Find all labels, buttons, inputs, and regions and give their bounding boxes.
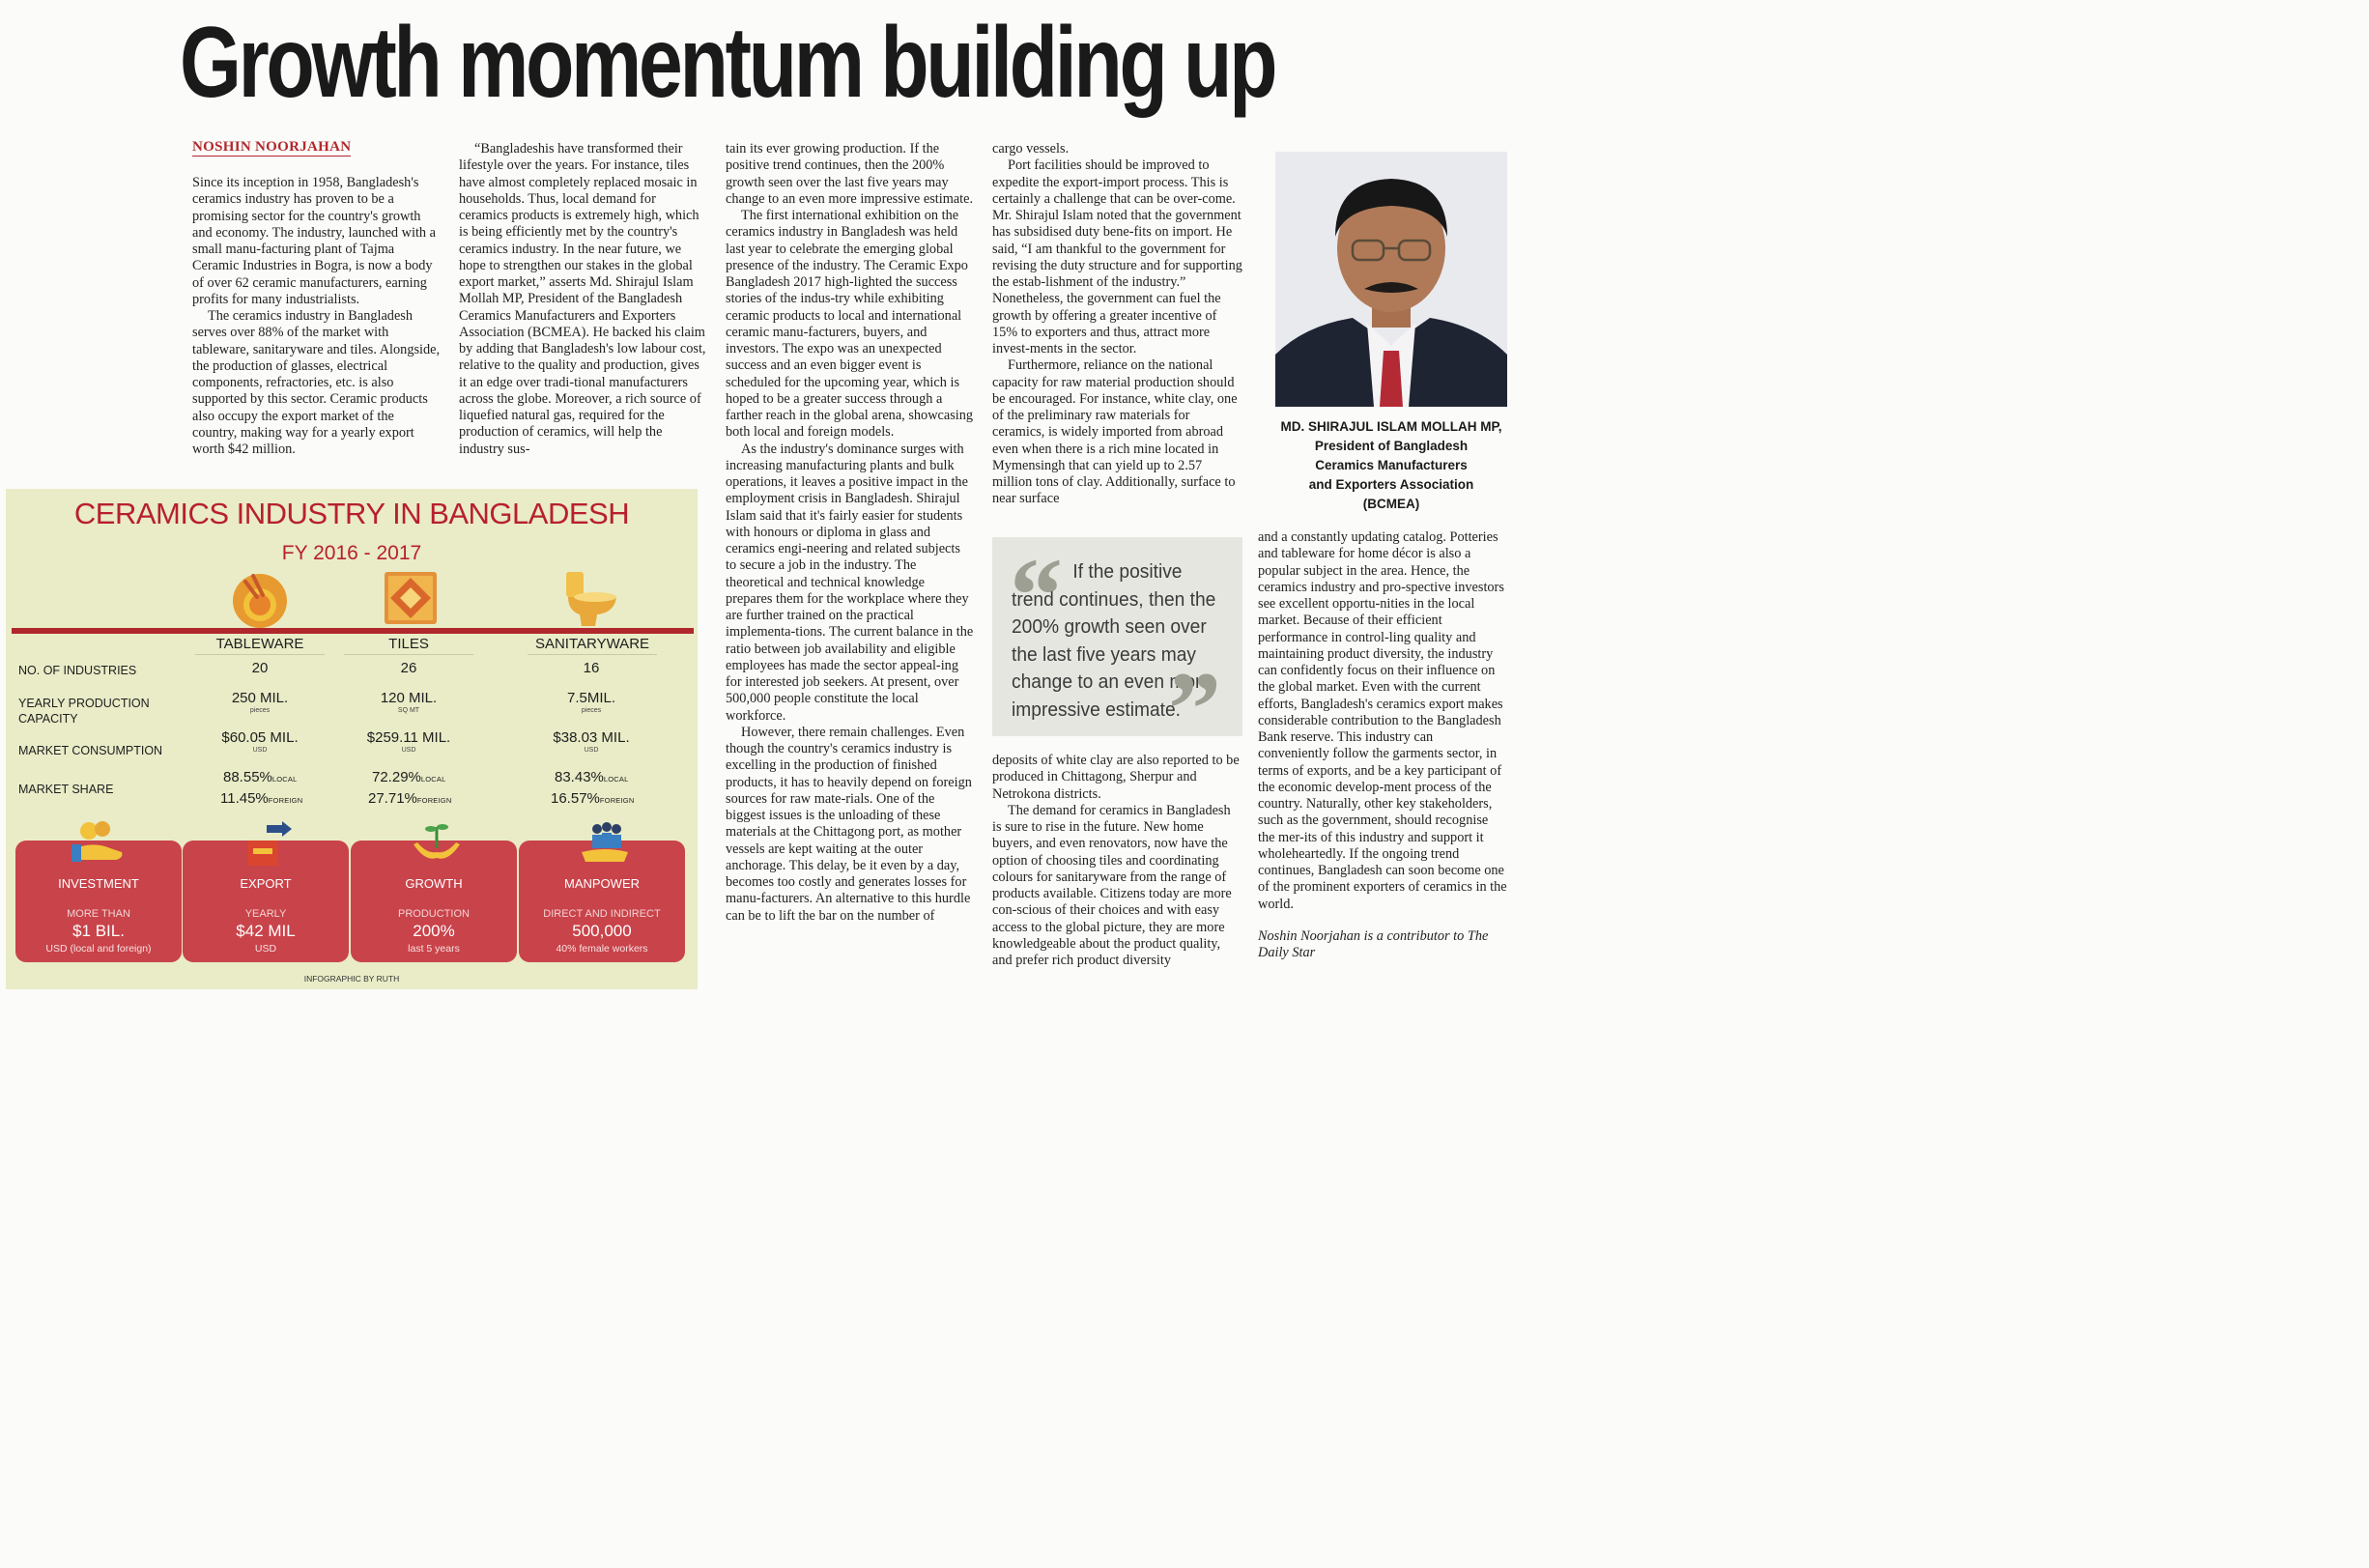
tiles-industries: 26 (400, 660, 417, 676)
share-label: FOREIGN (599, 796, 635, 805)
card-note: 40% female workers (556, 943, 648, 955)
contributor-note: Noshin Noorjahan is a contributor to The Daily Star (1258, 927, 1489, 960)
article-column-5 (1258, 529, 1507, 961)
tableware-capacity: 250 MIL. (231, 690, 289, 706)
card-title: INVESTMENT (58, 876, 139, 891)
sanitaryware-industries: 16 (583, 660, 600, 676)
row-label-share: MARKET SHARE (18, 783, 114, 796)
card-subtitle: PRODUCTION (398, 908, 470, 920)
share-label: LOCAL (603, 775, 629, 784)
share-value: 16.57% (551, 790, 600, 807)
card-title: MANPOWER (564, 876, 640, 891)
paragraph: The ceramics industry in Bangladesh serves over 88% of the market with tableware, sanitaryware and tiles. Alongside, the production of glasses, electrical components, refractories, etc. is also supported by this sector. Ceramic products also occupy the export market of the country, making way for a yearly export worth $42 million. (192, 308, 441, 457)
row-label-capacity-2: CAPACITY (18, 712, 78, 726)
sanitaryware-share-local (555, 769, 699, 785)
pull-quote-text: If the positive trend continues, then the 200% growth seen over the last five years may change to an even more impressive estimate. (1012, 561, 1216, 721)
tiles-share-foreign (368, 790, 513, 807)
caption-line: President of Bangladesh (1314, 439, 1469, 453)
paragraph: cargo vessels. (992, 141, 1070, 157)
portrait-illustration (1275, 152, 1507, 407)
share-label: LOCAL (420, 775, 446, 784)
caption-line: and Exporters Association (1308, 477, 1474, 492)
card-title: EXPORT (240, 876, 292, 891)
tableware-share-local (223, 769, 368, 785)
row-label-consumption: MARKET CONSUMPTION (18, 744, 163, 757)
sanitaryware-share-foreign (551, 790, 696, 807)
tiles-capacity-unit: SQ MT (397, 707, 420, 714)
caption-name: MD. SHIRAJUL ISLAM MOLLAH MP, (1280, 419, 1502, 434)
card-value: $1 BIL. (72, 922, 125, 940)
share-label: LOCAL (271, 775, 298, 784)
sanitaryware-capacity: 7.5MIL. (566, 690, 616, 706)
photo-caption (1275, 417, 1507, 514)
row-label-capacity: YEARLY PRODUCTION (18, 697, 150, 710)
category-tiles: TILES (344, 636, 473, 655)
share-value: 72.29% (372, 769, 421, 785)
tiles-icon (379, 568, 442, 628)
tableware-consumption: $60.05 MIL. (221, 729, 299, 746)
manpower-people-icon (576, 819, 634, 871)
card-note: last 5 years (408, 943, 460, 955)
tableware-capacity-unit: pieces (249, 707, 271, 714)
open-quote-icon: “ (1010, 536, 1063, 654)
card-value: 200% (413, 922, 455, 940)
card-value: 500,000 (572, 922, 632, 940)
tiles-capacity: 120 MIL. (380, 690, 438, 706)
card-note: USD (254, 943, 277, 955)
category-sanitaryware: SANITARYWARE (528, 636, 657, 655)
article-column-4-bottom (992, 753, 1242, 969)
caption-line: Ceramics Manufacturers (1315, 458, 1468, 472)
investment-coins-icon (68, 819, 126, 871)
infographic-credit: INFOGRAPHIC BY RUTH (303, 974, 400, 984)
export-truck-icon (238, 819, 296, 871)
growth-plant-icon (408, 819, 466, 871)
row-label-industries: NO. OF INDUSTRIES (18, 664, 137, 677)
tableware-share-foreign (220, 790, 365, 807)
tiles-consumption: $259.11 MIL. (366, 729, 451, 746)
article-column-4-top (992, 141, 1242, 508)
paragraph: “Bangladeshis have transformed their lifestyle over the years. For instance, tiles have almost completely replaced mosaic in households. Thus, local demand for ceramics products is extremely high, which is being efficiently met by the country's ceramics industry. In the near future, we hope to strengthen our stakes in the global export market,” asserts Md. Shirajul Islam Mollah MP, President of the Bangladesh Ceramics Manufacturers and Exporters Association (BCMEA). He backed his claim by adding that Bangladesh's low labour cost, relative to the quality and production, gives it an edge over tradi-tional manufacturers across the globe. Moreover, a rich source of liquefied natural gas, required for the production of ceramics, will help the industry sus- (459, 141, 706, 457)
caption-line: (BCMEA) (1362, 497, 1420, 511)
share-value: 88.55% (223, 769, 272, 785)
card-subtitle: DIRECT AND INDIRECT (543, 908, 661, 920)
infographic-title: CERAMICS INDUSTRY IN BANGLADESH (73, 497, 630, 530)
share-value: 83.43% (555, 769, 604, 785)
sanitaryware-consumption-unit: USD (584, 747, 599, 754)
tiles-share-local (372, 769, 517, 785)
pull-quote (992, 536, 1242, 768)
article-column-3 (726, 141, 974, 925)
share-label: FOREIGN (416, 796, 452, 805)
sanitaryware-capacity-unit: pieces (581, 707, 602, 714)
paragraph: The demand for ceramics in Bangladesh is sure to rise in the future. New home buyers, and even renovators, now have the option of choosing tiles and coordinating colours for sanitaryware from the range of products available. Citizens today are more con-scious of their choices and with easy access to the global picture, they are more knowledgeable about the product quality, and prefer rich product diversity (992, 802, 1232, 968)
share-label: FOREIGN (268, 796, 303, 805)
paragraph: However, there remain challenges. Even though the country's ceramics industry is excelling in the production of finished products, it has to heavily depend on foreign sources for raw mate-rials. One of the biggest issues is the unloading of these materials at the Chittagong port, as mother vessels are kept waiting at the outer anchorage. This delay, be it even by a day, becomes too costly and generates losses for manu-facturers. An alternative to this hurdle can be to lift the bar on the number of (726, 724, 972, 924)
portrait-photo (1275, 152, 1507, 407)
paragraph: Furthermore, reliance on the national capacity for raw material production should be encouraged. For instance, white clay, one of the preliminary raw materials for ceramics, is widely imported from abroad even when there is a rich mine located in Mymensingh that can yield up to 2.57 million tons of clay. Additionally, surface to near surface (992, 357, 1238, 507)
tableware-industries: 20 (251, 660, 269, 676)
paragraph: The first international exhibition on the ceramics industry in Bangladesh was held last year to celebrate the emerging global presence of the industry. The Ceramic Expo Bangladesh 2017 high-lighted the success stories of the indus-try while exhibiting ceramic products to local and international ceramic manu-facturers, buyers, and investors. The expo was an unexpected success and an even bigger event is scheduled for the upcoming year, which is hoped to be a greater success through a farther reach in the global arena, showcasing both local and foreign models. (726, 208, 974, 441)
share-value: 27.71% (368, 790, 417, 807)
close-quote-icon: ” (1168, 650, 1221, 768)
byline: NOSHIN NOORJAHAN (192, 139, 352, 155)
card-title: GROWTH (405, 876, 463, 891)
paragraph: Since its inception in 1958, Bangladesh's ceramics industry has proven to be a promising sector for the country's growth and economy. The industry, launched with a small manu-facturing plant of Tajma Ceramic Industries in Bogra, is now a body of over 62 ceramic manufacturers, earning profits for many industrialists. (192, 175, 436, 307)
infographic-divider (12, 628, 694, 634)
article-column-2 (459, 141, 706, 458)
category-tableware: TABLEWARE (195, 636, 325, 655)
article-column-1 (192, 175, 441, 458)
paragraph: and a constantly updating catalog. Potteries and tableware for home décor is also a popular subject in the area. Hence, the ceramics industry and pro-spective investors see excellent opportu-nities in the local market. Because of their efficient performance in control-ling quality and maintaining product diversity, the industry can confidently focus on their influence on the global market. Even with the current efforts, Bangladesh's ceramics export makes considerable contribution to the Bangladesh Bank reserve. This industry can conveniently follow the garments sector, in terms of exports, and be a key participant of the economic develop-ment process of the country. Naturally, other key stakeholders, such as the government, should recognise the mer-its of this industry and support it wholeheartedly. If the ongoing trend continues, Bangladesh can soon become one of the prominent exporters of ceramics in the world. (1258, 529, 1507, 912)
sanitaryware-consumption: $38.03 MIL. (553, 729, 630, 746)
tiles-consumption-unit: USD (401, 747, 416, 754)
share-value: 11.45% (220, 790, 269, 807)
paragraph: As the industry's dominance surges with increasing manufacturing plants and bulk operations, it leaves a positive impact in the employment crisis in Bangladesh. Shirajul Islam said that it's fairly easier for students with honours or diploma in glass and ceramics engi-neering and related subjects to secure a job in the industry. The theoretical and technical knowledge prepares them for the workplace where they are further trained on the practical implementa-tions. The current balance in the ratio between job availability and eligible employees has made the sector appeal-ing for interested job seekers. At present, over 500,000 people constitute the local workforce. (726, 441, 974, 724)
headline: Growth momentum building up (180, 7, 1275, 119)
paragraph: Port facilities should be improved to expedite the export-import process. This is certainly a challenge that can be over-come. Mr. Shirajul Islam noted that the government has subsidised duty bene-fits on import. He said, “I am thankful to the government for revising the duty structure and for supporting the estab-lishment of the industry.” Nonetheless, the government can fuel the growth by offering a greater incentive of 15% to exporters and thus, attract more invest-ments in the sector. (992, 157, 1242, 356)
card-subtitle: YEARLY (244, 908, 287, 920)
paragraph: tain its ever growing production. If the positive trend continues, then the 200% growth seen over the last five years may change to an even more impressive estimate. (726, 141, 974, 207)
card-subtitle: MORE THAN (67, 908, 130, 920)
tableware-consumption-unit: USD (252, 747, 268, 754)
tableware-icon (228, 568, 292, 628)
infographic (6, 489, 698, 989)
card-value: $42 MIL (236, 922, 296, 940)
infographic-subtitle: FY 2016 - 2017 (281, 542, 422, 564)
sanitaryware-icon (560, 568, 624, 628)
card-note: USD (local and foreign) (45, 943, 152, 955)
paragraph: deposits of white clay are also reported to be produced in Chittagong, Sherpur and Netrokona districts. (992, 753, 1240, 802)
